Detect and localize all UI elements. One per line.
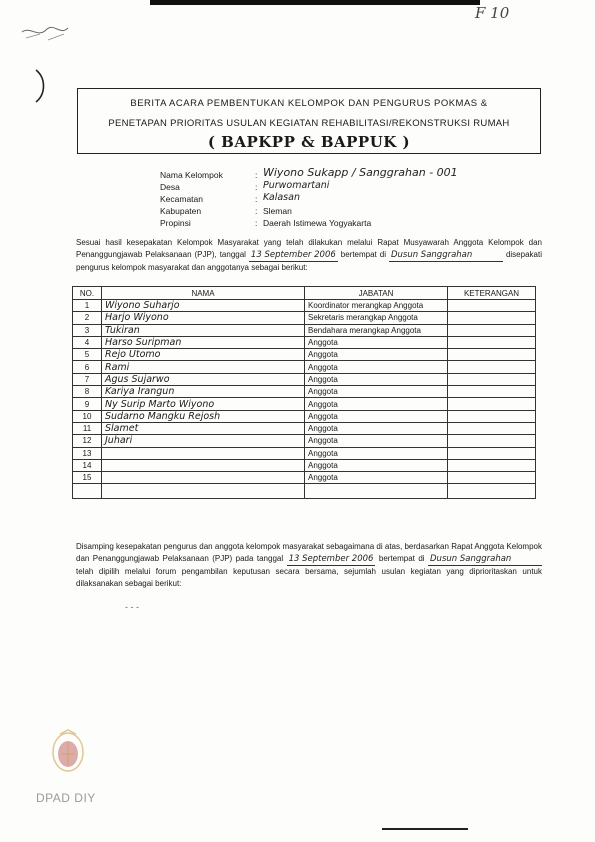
- scan-edge-bar: [150, 0, 480, 5]
- corner-handwritten-note: F 10: [475, 4, 510, 22]
- table-row: 13 Anggota: [73, 447, 536, 459]
- info-colon: :: [255, 218, 258, 228]
- col-header-keterangan: KETERANGAN: [448, 287, 536, 300]
- closing-text-2: bertempat di: [378, 553, 425, 563]
- dash-mark: - - -: [125, 602, 139, 612]
- intro-date: 13 September 2006: [249, 250, 338, 263]
- info-colon: :: [255, 206, 258, 216]
- closing-text-3: telah dipilih melalui forum pengambilan keputusan secara bersama, sejumlah usulan kegiatan yang diprioritaskan untuk dilaksanakan sebagai berikut:: [76, 567, 542, 588]
- table-row: 15 Anggota: [73, 472, 536, 484]
- info-colon: :: [255, 194, 258, 204]
- table-row: 3 Tukiran Bendahara merangkap Anggota: [73, 324, 536, 336]
- intro-text-3: disepakati pengurus kelompok masyarakat dan anggotanya sebagai berikut:: [76, 249, 542, 272]
- closing-paragraph: [76, 541, 542, 589]
- intro-text-1: Sesuai hasil kesepakatan Kelompok Masyarakat yang telah dilakukan melalui Rapat Musyawarah Anggota Kelompok dan Penanggungjawab Pelaksanaan (PJP), tanggal: [76, 238, 542, 259]
- archive-seal-icon: [48, 728, 88, 778]
- title-line-2: PENETAPAN PRIORITAS USULAN KEGIATAN REHABILITASI/REKONSTRUKSI RUMAH: [108, 118, 510, 129]
- info-value-kelompok: Wiyono Sukapp / Sanggrahan - 001: [263, 166, 458, 179]
- punch-hole-mark: [30, 68, 50, 104]
- col-header-nama: NAMA: [102, 287, 305, 300]
- info-colon: :: [255, 182, 258, 192]
- table-row: 7 Agus Sujarwo Anggota: [73, 373, 536, 385]
- table-row: 8 Kariya Irangun Anggota: [73, 386, 536, 398]
- info-colon: :: [255, 170, 258, 180]
- info-value-kabupaten: Sleman: [263, 206, 292, 216]
- table-row: [73, 484, 536, 499]
- info-value-desa: Purwomartani: [263, 180, 330, 191]
- intro-place: Dusun Sanggrahan: [389, 250, 503, 263]
- col-header-no: NO.: [73, 287, 102, 300]
- title-line-1: BERITA ACARA PEMBENTUKAN KELOMPOK DAN PENGURUS POKMAS &: [130, 98, 488, 109]
- table-row: 2 Harjo Wiyono Sekretaris merangkap Anggota: [73, 312, 536, 324]
- signature-line: [382, 828, 468, 830]
- info-label-kelompok: Nama Kelompok: [160, 170, 223, 180]
- table-row: 14 Anggota: [73, 459, 536, 471]
- table-row: 6 Rami Anggota: [73, 361, 536, 373]
- info-label-kecamatan: Kecamatan: [160, 194, 203, 204]
- info-label-desa: Desa: [160, 182, 180, 192]
- closing-text-1: Disamping kesepakatan pengurus dan anggota kelompok masyarakat sebagaimana di atas, berdasarkan Rapat Anggota Kelompok dan Penanggungjawab Pelaksanaan (PJP) pada tanggal: [76, 542, 542, 563]
- intro-text-2: bertempat di: [340, 249, 386, 259]
- table-header-row: [73, 287, 536, 300]
- table-row: 4 Harso Suripman Anggota: [73, 336, 536, 348]
- table-row: 11 Slamet Anggota: [73, 422, 536, 434]
- info-label-propinsi: Propinsi: [160, 218, 191, 228]
- scribble-mark: [20, 22, 70, 44]
- members-table: [72, 286, 536, 499]
- title-line-3: ( BAPKPP & BAPPUK ): [207, 133, 411, 151]
- table-row: 1 Wiyono Suharjo Koordinator merangkap Anggota: [73, 300, 536, 312]
- closing-place: Dusun Sanggrahan: [428, 554, 542, 567]
- table-row: 9 Ny Surip Marto Wiyono Anggota: [73, 398, 536, 410]
- table-row: 10 Sudarno Mangku Rejosh Anggota: [73, 410, 536, 422]
- table-row: 5 Rejo Utomo Anggota: [73, 349, 536, 361]
- info-value-propinsi: Daerah Istimewa Yogyakarta: [263, 218, 372, 228]
- info-label-kabupaten: Kabupaten: [160, 206, 202, 216]
- closing-date: 13 September 2006: [287, 554, 376, 567]
- intro-paragraph: [76, 237, 542, 274]
- col-header-jabatan: JABATAN: [305, 287, 448, 300]
- info-value-kecamatan: Kalasan: [263, 192, 300, 203]
- table-row: 12 Juhari Anggota: [73, 435, 536, 447]
- watermark-label: DPAD DIY: [36, 791, 96, 805]
